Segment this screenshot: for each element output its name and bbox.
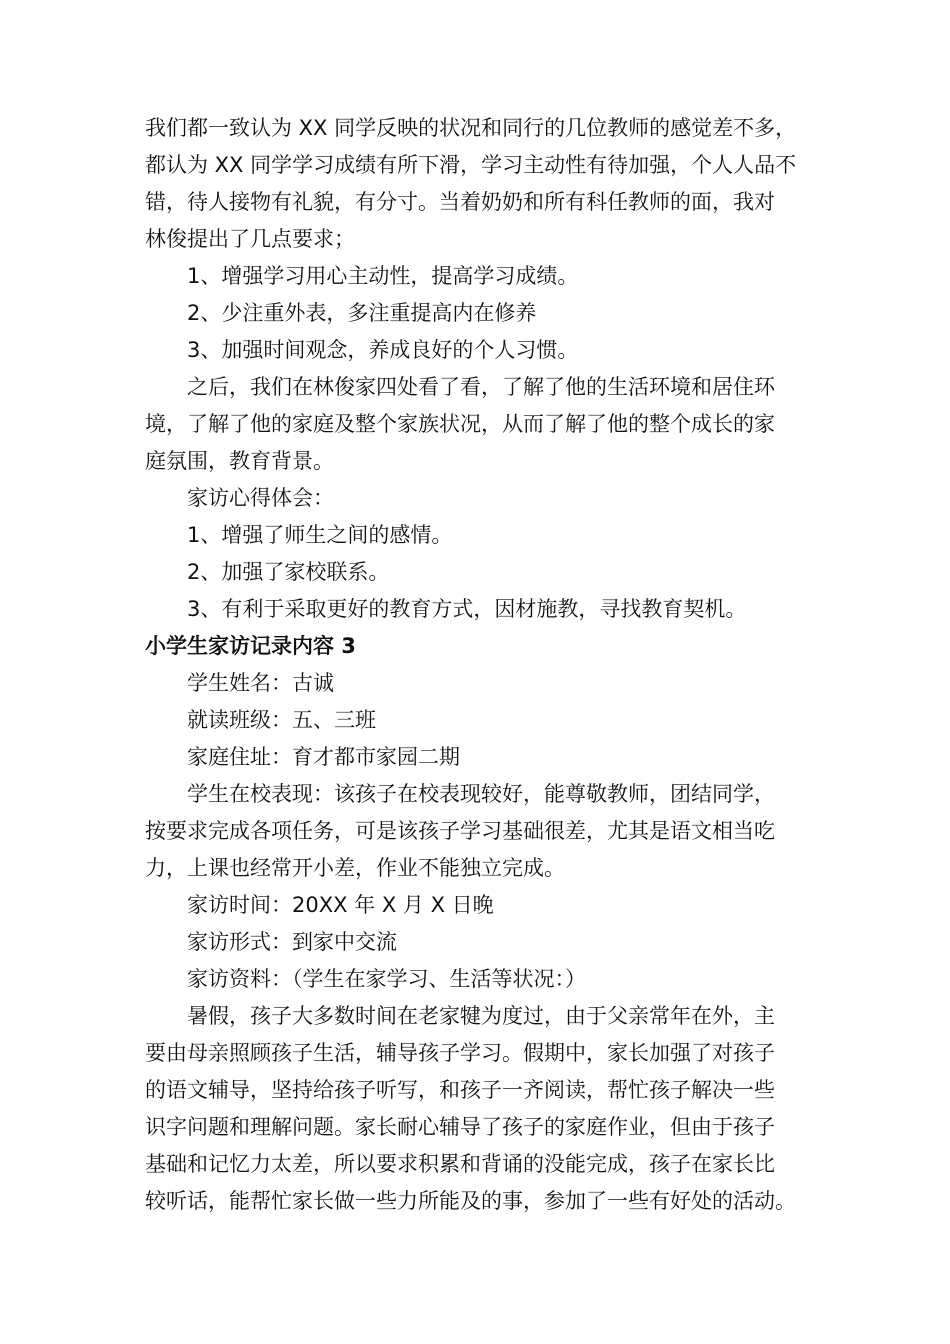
experience-heading: 家访心得体会： — [187, 486, 334, 510]
experience-item: 1、增强了师生之间的感情。 — [187, 523, 453, 547]
requirement-item: 2、少注重外表，多注重提高内在修养 — [187, 301, 537, 325]
requirement-item: 3、加强时间观念，养成良好的个人习惯。 — [187, 338, 579, 362]
section-title: 小学生家访记录内容 3 — [145, 634, 356, 658]
paragraph-line: 庭氛围，教育背景。 — [145, 449, 334, 473]
paragraph-line: 按要求完成各项任务，可是该孩子学习基础很差，尤其是语文相当吃 — [145, 819, 775, 843]
experience-item: 3、有利于采取更好的教育方式，因材施教，寻找教育契机。 — [187, 597, 747, 621]
paragraph-line: 都认为 XX 同学学习成绩有所下滑，学习主动性有待加强，个人人品不 — [145, 153, 797, 177]
paragraph-line: 我们都一致认为 XX 同学反映的状况和同行的几位教师的感觉差不多， — [145, 116, 797, 140]
document-body — [145, 110, 825, 1220]
paragraph-line: 要由母亲照顾孩子生活，辅导孩子学习。假期中，家长加强了对孩子 — [145, 1041, 775, 1065]
paragraph-line: 暑假，孩子大多数时间在老家犍为度过，由于父亲常年在外，主 — [187, 1004, 775, 1028]
paragraph-line: 较听话，能帮忙家长做一些力所能及的事，参加了一些有好处的活动。 — [145, 1189, 796, 1213]
home-address: 家庭住址：育才都市家园二期 — [187, 745, 460, 769]
visit-time: 家访时间：20XX 年 X 月 X 日晚 — [187, 893, 494, 917]
paragraph-line: 识字问题和理解问题。家长耐心辅导了孩子的家庭作业，但由于孩子 — [145, 1115, 775, 1139]
paragraph-line: 学生在校表现：该孩子在校表现较好，能尊敬教师，团结同学， — [187, 782, 775, 806]
paragraph-line: 之后，我们在林俊家四处看了看，了解了他的生活环境和居住环 — [187, 375, 775, 399]
paragraph-line: 林俊提出了几点要求； — [145, 227, 355, 251]
paragraph-line: 境，了解了他的家庭及整个家族状况，从而了解了他的整个成长的家 — [145, 412, 775, 436]
experience-item: 2、加强了家校联系。 — [187, 560, 390, 584]
paragraph-line: 的语文辅导，坚持给孩子听写，和孩子一齐阅读，帮忙孩子解决一些 — [145, 1078, 775, 1102]
paragraph-line: 错，待人接物有礼貌，有分寸。当着奶奶和所有科任教师的面，我对 — [145, 190, 775, 214]
paragraph-line: 力，上课也经常开小差，作业不能独立完成。 — [145, 856, 565, 880]
student-class: 就读班级：五、三班 — [187, 708, 376, 732]
requirement-item: 1、增强学习用心主动性，提高学习成绩。 — [187, 264, 579, 288]
visit-material: 家访资料：（学生在家学习、生活等状况：） — [187, 967, 586, 991]
visit-form: 家访形式：到家中交流 — [187, 930, 397, 954]
paragraph-line: 基础和记忆力太差，所以要求积累和背诵的没能完成，孩子在家长比 — [145, 1152, 775, 1176]
student-name: 学生姓名：古诚 — [187, 671, 334, 695]
